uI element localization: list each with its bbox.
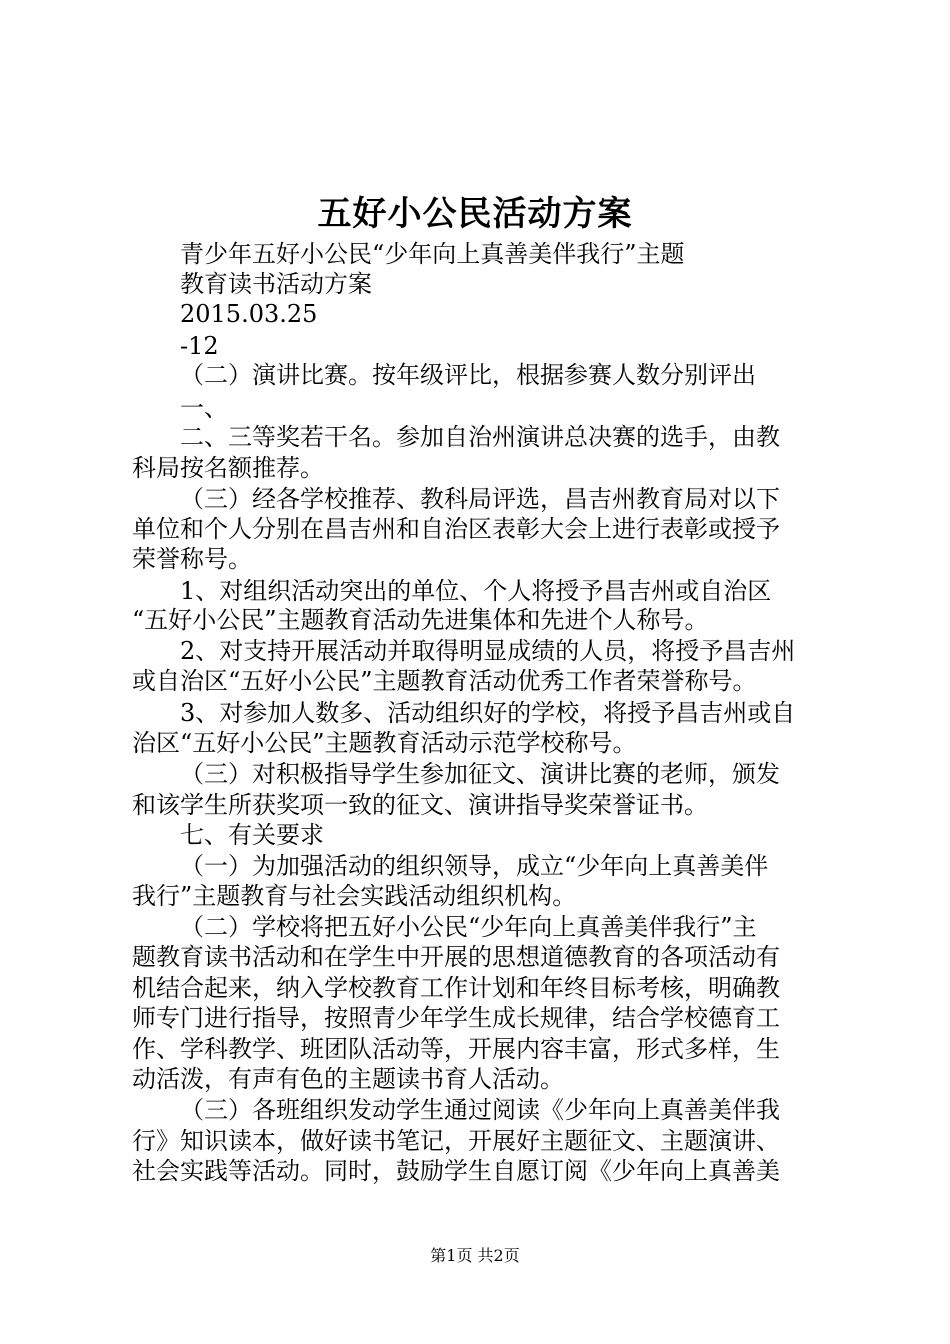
paragraph-line: 一、 (180, 394, 228, 422)
paragraph-line: （三）对积极指导学生参加征文、演讲比赛的老师，颁发 (180, 760, 780, 788)
paragraph-line: 七、有关要求 (180, 821, 324, 849)
paragraph-line: （二）学校将把五好小公民“少年向上真善美伴我行”主 (180, 913, 757, 941)
paragraph-line: 师专门进行指导，按照青少年学生成长规律，结合学校德育工 (132, 1004, 780, 1032)
paragraph-line: （三）经各学校推荐、教科局评选，昌吉州教育局对以下 (180, 485, 780, 513)
paragraph-line: 题教育读书活动和在学生中开展的思想道德教育的各项活动有 (132, 943, 780, 971)
paragraph-line: （一）为加强活动的组织领导，成立“少年向上真善美伴 (180, 852, 769, 880)
paragraph-line: 2、对支持开展活动并取得明显成绩的人员，将授予昌吉州 (180, 637, 796, 665)
paragraph-line: 单位和个人分别在昌吉州和自治区表彰大会上进行表彰或授予 (132, 515, 780, 543)
paragraph-line: 机结合起来，纳入学校教育工作计划和年终目标考核，明确教 (132, 974, 780, 1002)
paragraph-line: 2015.03.25 (180, 300, 318, 328)
page-footer: 第1页 共2页 (430, 1246, 520, 1265)
paragraph-line: 社会实践等活动。同时，鼓励学生自愿订阅《少年向上真善美 (132, 1157, 780, 1185)
paragraph-line: 和该学生所获奖项一致的征文、演讲指导奖荣誉证书。 (132, 791, 708, 819)
paragraph-line: 1、对组织活动突出的单位、个人将授予昌吉州或自治区 (180, 577, 772, 605)
page-title: 五好小公民活动方案 (317, 194, 633, 234)
paragraph-line: 动活泼，有声有色的主题读书育人活动。 (132, 1065, 564, 1093)
paragraph-line: 荣誉称号。 (132, 545, 252, 573)
paragraph-line: “五好小公民”主题教育活动先进集体和先进个人称号。 (132, 606, 709, 634)
paragraph-line: 3、对参加人数多、活动组织好的学校，将授予昌吉州或自 (180, 699, 796, 727)
paragraph-line: 行》知识读本，做好读书笔记，开展好主题征文、主题演讲、 (132, 1127, 780, 1155)
paragraph-line: 我行”主题教育与社会实践活动组织机构。 (132, 882, 577, 910)
paragraph-line: 科局按名额推荐。 (132, 454, 324, 482)
paragraph-line: （二）演讲比赛。按年级评比，根据参赛人数分别评出 (180, 361, 756, 389)
paragraph-line: 二、三等奖若干名。参加自治州演讲总决赛的选手，由教 (180, 423, 780, 451)
paragraph-line: （三）各班组织发动学生通过阅读《少年向上真善美伴我 (180, 1096, 780, 1124)
paragraph-line: 治区“五好小公民”主题教育活动示范学校称号。 (132, 729, 637, 757)
paragraph-line: -12 (180, 332, 219, 360)
paragraph-line: 作、学科教学、班团队活动等，开展内容丰富，形式多样，生 (132, 1035, 780, 1063)
paragraph-line: 教育读书活动方案 (180, 270, 372, 298)
paragraph-line: 青少年五好小公民“少年向上真善美伴我行”主题 (180, 240, 685, 268)
paragraph-line: 或自治区“五好小公民”主题教育活动优秀工作者荣誉称号。 (132, 667, 757, 695)
